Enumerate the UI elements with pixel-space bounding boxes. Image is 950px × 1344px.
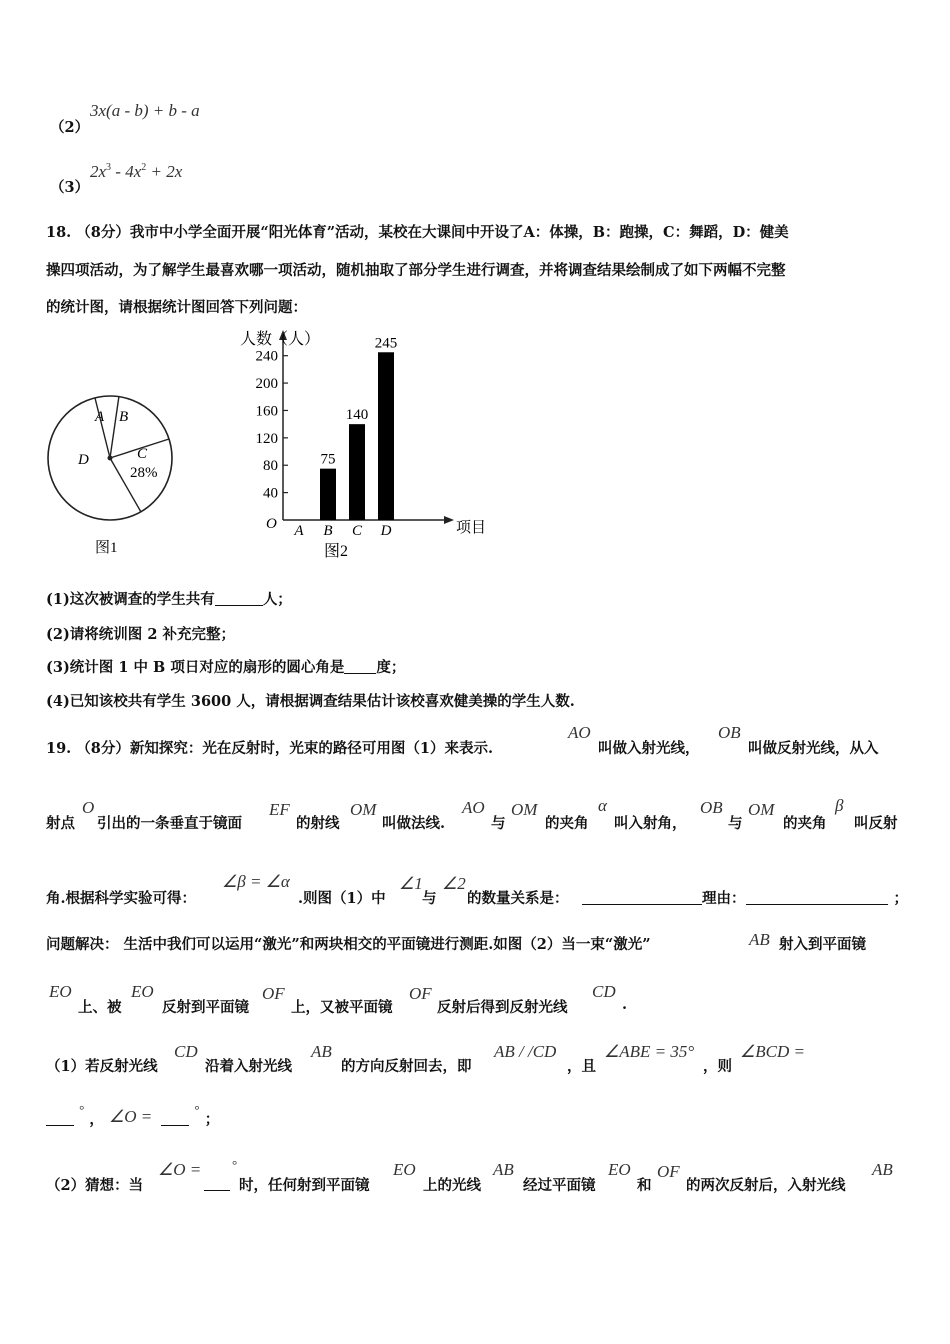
q19-r2-g: 叫入射角， — [614, 815, 687, 832]
math-cd: CD — [592, 982, 616, 1001]
math-abe: ∠ABE = 35° — [604, 1042, 695, 1061]
degree-mark: ° — [232, 1157, 238, 1172]
answer-blank-angle-o[interactable] — [161, 1111, 189, 1126]
answer-blank-bcd[interactable] — [46, 1111, 74, 1126]
q19-r1-b: 叫做入射光线， — [598, 740, 700, 757]
math-beta-eq-alpha: ∠β = ∠α — [222, 872, 290, 891]
q19-r6-a: （1）若反射光线 — [46, 1058, 158, 1075]
math-bcd: ∠BCD = — [740, 1042, 805, 1061]
y-tick-label: 200 — [255, 376, 278, 393]
q19-r5-a: 上、被 — [78, 999, 122, 1016]
x-category-label: A — [294, 523, 304, 539]
q19-r3-d: 的数量关系是： — [467, 890, 569, 907]
math-eo-2: EO — [131, 982, 154, 1001]
pie-label-b: B — [119, 409, 129, 425]
q19-r2-e: 与 — [491, 815, 506, 832]
q19-r8-e: 和 — [637, 1177, 652, 1194]
q19-r3-c: 与 — [422, 890, 437, 907]
q18-sub4: (4)已知该校共有学生 3600 人，请根据调查结果估计该校喜欢健美操的学生人数. — [46, 693, 575, 710]
q19-r4-b: 射入到平面镜 — [779, 936, 866, 953]
math-eo-4: EO — [608, 1160, 631, 1179]
origin-label: O — [266, 516, 277, 532]
q19-r3-a: 角.根据科学实验可得： — [46, 890, 197, 907]
q19-r1-c: 叫做反射光线，从入 — [748, 740, 879, 757]
y-tick-label: 40 — [263, 485, 278, 502]
q19-r2-b: 引出的一条垂直于镜面 — [97, 815, 242, 832]
math-ob-2: OB — [700, 798, 723, 817]
math-beta: β — [835, 796, 844, 815]
y-tick-label: 240 — [255, 348, 278, 365]
q19-r4: 问题解决： 生活中我们可以运用“激光”和两块相交的平面镜进行测距.如图（2）当一束“激光” — [46, 936, 651, 953]
bar-value-label: 75 — [320, 451, 336, 468]
q17-part3-expression: $2x^3 - 4x^2 + 2x$ — [90, 162, 183, 181]
q19-r8-f: 的两次反射后，入射光线 — [686, 1177, 846, 1194]
q18-text-line2: 操四项活动，为了解学生最喜欢哪一项活动，随机抽取了部分学生进行调查，并将调查结果绘制成了如下两幅不完整 — [46, 262, 786, 279]
bar-value-label: 245 — [374, 335, 398, 352]
bar-c — [349, 424, 365, 520]
y-axis-label: 人数（人） — [240, 331, 321, 348]
pie-label-a: A — [95, 409, 105, 425]
answer-blank-guess-wrap — [204, 1174, 230, 1193]
math-om-2: OM — [511, 800, 538, 819]
math-ab-2: AB — [311, 1042, 332, 1061]
math-eo-3: EO — [393, 1160, 416, 1179]
q19-r6-d: ，且 — [567, 1058, 596, 1075]
q19-r2-f: 的夹角 — [545, 815, 589, 832]
answer-blank-relation[interactable] — [582, 890, 702, 905]
x-category-label: C — [351, 523, 363, 539]
answer-blank-angle[interactable] — [344, 659, 376, 674]
math-angle-o: ∠O = — [158, 1160, 202, 1179]
q18-text-line3: 的统计图，请根据统计图回答下列问题： — [46, 299, 307, 316]
bar-d — [378, 352, 394, 520]
q17-part3-label: （3） — [50, 179, 90, 196]
q19-r5-d: 反射后得到反射光线 — [437, 999, 568, 1016]
math-ao-2: AO — [462, 798, 485, 817]
q19-r5-b: 反射到平面镜 — [162, 999, 249, 1016]
math-ef: EF — [269, 800, 290, 819]
q19-r8-d: 经过平面镜 — [523, 1177, 596, 1194]
q19-r3-b: .则图（1）中 — [298, 890, 386, 907]
q19-r5-e: . — [622, 996, 628, 1013]
math-alpha: α — [598, 796, 607, 815]
q19-r2-j: 叫反射 — [854, 815, 898, 832]
x-category-label: B — [323, 523, 333, 539]
math-om: OM — [350, 800, 377, 819]
y-tick-label: 120 — [255, 430, 278, 447]
q19-r2-i: 的夹角 — [783, 815, 827, 832]
answer-blank-total[interactable] — [215, 591, 263, 606]
math-of: OF — [262, 984, 285, 1003]
q17-part2-expression: 3x(a - b) + b - a — [90, 101, 200, 120]
math-ab: AB — [749, 930, 770, 949]
bar-value-label: 140 — [345, 407, 369, 424]
q19-r6-e: ，则 — [703, 1058, 732, 1075]
math-eo: EO — [49, 982, 72, 1001]
q19-r3-blanks: 理由： ； — [582, 887, 908, 908]
bar-b — [320, 469, 336, 520]
y-tick-label: 80 — [263, 458, 278, 475]
math-angle2: ∠2 — [442, 874, 466, 893]
math-om-3: OM — [748, 800, 775, 819]
answer-blank-reason[interactable] — [746, 890, 888, 905]
q19-r7: ° ， ∠O = ° ； — [46, 1108, 219, 1129]
q19-r2-d: 叫做法线. — [382, 815, 446, 832]
math-ab-4: AB — [872, 1160, 893, 1179]
q19-r2-a: 射点 — [46, 815, 75, 832]
q19-r8-c: 上的光线 — [423, 1177, 481, 1194]
bar-chart-caption: 图2 — [324, 543, 349, 560]
answer-blank-guess[interactable] — [204, 1176, 230, 1191]
q19-r8-a: （2）猜想：当 — [46, 1177, 144, 1194]
math-ab-3: AB — [493, 1160, 514, 1179]
q19-r6-b: 沿着入射光线 — [205, 1058, 292, 1075]
q19-r6-c: 的方向反射回去，即 — [341, 1058, 472, 1075]
math-angle1: ∠1 — [399, 874, 423, 893]
pie-label-d: D — [78, 452, 89, 468]
pie-percent-c: 28% — [130, 465, 158, 481]
math-of-3: OF — [657, 1162, 680, 1181]
q18-sub2: (2)请将统训图 2 补充完整； — [46, 626, 235, 643]
q18-text-line1: 18. （8分）我市中小学全面开展“阳光体育”活动，某校在大课间中开设了A：体操，B：跑操，C：舞蹈，D：健美 — [46, 224, 789, 241]
math-ao: AO — [568, 723, 591, 742]
math-ab-parallel-cd: AB / /CD — [494, 1042, 557, 1061]
math-o: O — [82, 798, 95, 817]
q19-r2-h: 与 — [728, 815, 743, 832]
q19-r5-c: 上，又被平面镜 — [291, 999, 393, 1016]
math-of-2: OF — [409, 984, 432, 1003]
math-cd-2: CD — [174, 1042, 198, 1061]
x-axis-label: 项目 — [456, 520, 487, 536]
q18-sub1: (1)这次被调查的学生共有 人； — [46, 591, 292, 608]
q18-sub3: (3)统计图 1 中 B 项日对应的扇形的圆心角是 度； — [46, 659, 406, 676]
q19-r2-c: 的射线 — [296, 815, 340, 832]
q19-intro: 19. （8分）新知探究：光在反射时，光束的路径可用图（1）来表示. — [46, 740, 493, 757]
x-category-label: D — [380, 523, 392, 539]
math-ob: OB — [718, 723, 741, 742]
pie-caption: 图1 — [95, 540, 118, 556]
pie-label-c: C — [137, 446, 148, 462]
bar-chart — [240, 322, 500, 567]
pie-chart — [40, 388, 190, 558]
q19-r8-b: 时，任何射到平面镜 — [239, 1177, 370, 1194]
q17-part2-label: （2） — [50, 119, 90, 136]
y-tick-label: 160 — [255, 403, 278, 420]
